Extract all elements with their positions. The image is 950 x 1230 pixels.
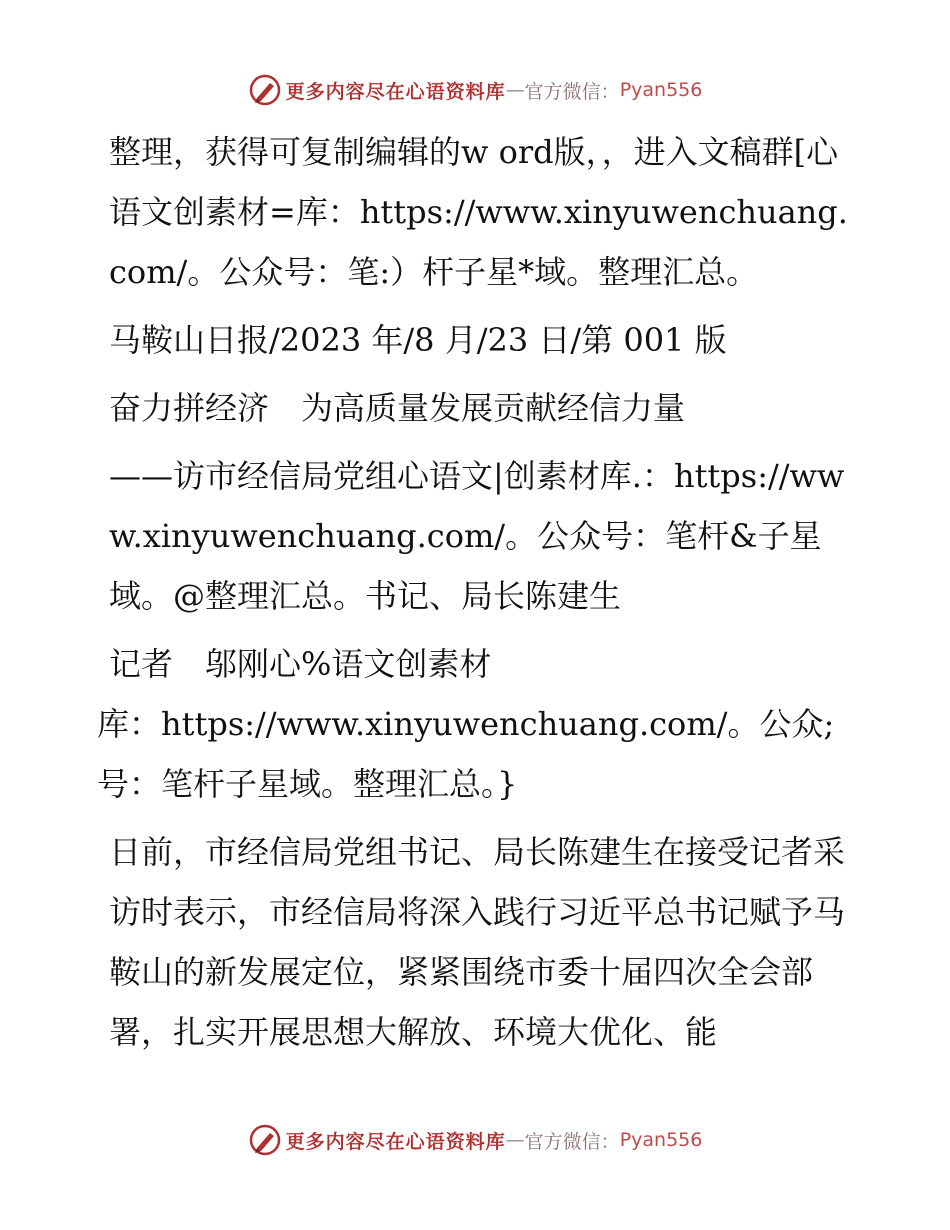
article-subtitle: ——访市经信局党组心语文|创素材库.：https://www.xinyuwenchuang.com/。公众号：笔杆&子星域。@整理汇总。书记、局长陈建生 [109,457,845,615]
banner-wechat-id: Pyan556 [619,1129,703,1151]
banner-wechat-id: Pyan556 [619,79,703,101]
banner-wechat-label: 官方微信： [524,80,620,103]
header-banner [0,70,950,110]
footer-banner [0,1120,950,1160]
paragraph-body: 日前，市经信局党组书记、局长陈建生在接受记者采访时表示，市经信局将深入践行习近平总书记赋予马鞍山的新发展定位，紧紧围绕市委十届四次全会部署，扎实开展思想大解放、环境大优化、能 [109,833,846,1051]
banner-dash: — [505,79,525,101]
banner-wechat-label: 官方微信： [524,1130,620,1153]
article-title: 奋力拼经济 为高质量发展贡献经信力量 [109,389,686,427]
banner-text: 更多内容尽在心语资料库 [285,80,506,103]
pen-logo-icon [248,1123,282,1157]
pen-logo-icon [248,73,282,107]
paragraph-source: 马鞍山日报/2023 年/8 月/23 日/第 001 版 [109,321,727,359]
reporter-line: 记者 邬刚心%语文创素材 [109,645,492,683]
paragraph-intro: 整理，获得可复制编辑的w ord版，，进入文稿群[心语文创素材=库：https://www.xinyuwenchuang.com/。公众号：笔:）杆子星*域。整理汇总。 [109,133,848,291]
banner-text: 更多内容尽在心语资料库 [285,1130,506,1153]
banner-dash: — [505,1129,525,1151]
reporter-line-continued: 库：https://www.xinyuwenchuang.com/。公众;号：笔杆子星域。整理汇总。} [97,705,835,803]
document-body [97,122,857,1062]
